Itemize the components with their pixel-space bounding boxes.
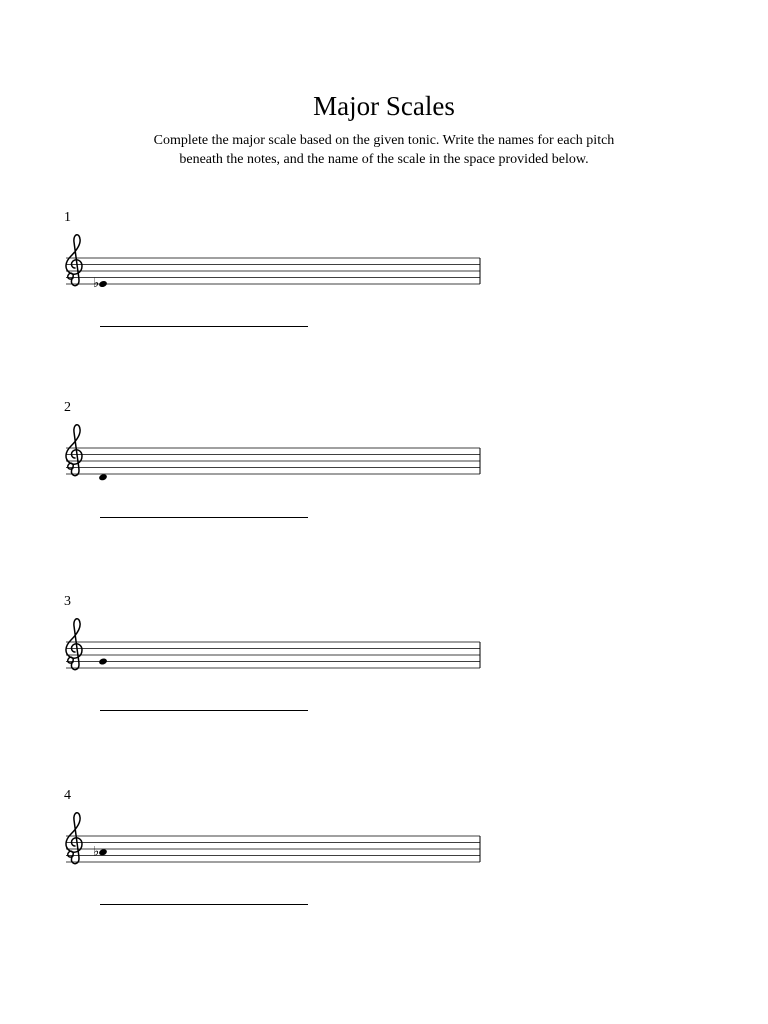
scale-name-answer-line[interactable]: [100, 517, 308, 518]
given-tonic-note: [98, 280, 108, 288]
treble-clef-icon: [66, 425, 82, 476]
exercise-4: [0, 788, 768, 928]
treble-clef-icon: [66, 235, 82, 286]
given-tonic-note: [98, 657, 108, 665]
treble-clef-icon: [66, 619, 82, 670]
instructions: [110, 131, 658, 169]
exercise-2: [0, 400, 768, 540]
staff: [56, 410, 486, 480]
instructions-line-1: Complete the major scale based on the given tonic. Write the names for each pitch: [153, 133, 615, 148]
exercise-number: 4: [64, 788, 71, 803]
staff: [56, 798, 486, 868]
flat-sign-icon: ♭: [93, 844, 100, 860]
exercise-number: 1: [64, 210, 71, 225]
page-title: Major Scales: [313, 91, 455, 121]
exercise-3: [0, 594, 768, 734]
flat-sign-icon: ♭: [93, 276, 100, 291]
instructions-line-2: beneath the notes, and the name of the scale in the space provided below.: [179, 152, 589, 167]
scale-name-answer-line[interactable]: [100, 710, 308, 711]
exercise-number: 3: [64, 594, 71, 609]
scale-name-answer-line[interactable]: [100, 904, 308, 905]
exercise-1: [0, 210, 768, 350]
exercise-number: 2: [64, 400, 71, 415]
staff: [56, 604, 486, 674]
scale-name-answer-line[interactable]: [100, 326, 308, 327]
staff: [56, 220, 486, 290]
treble-clef-icon: [66, 813, 82, 864]
